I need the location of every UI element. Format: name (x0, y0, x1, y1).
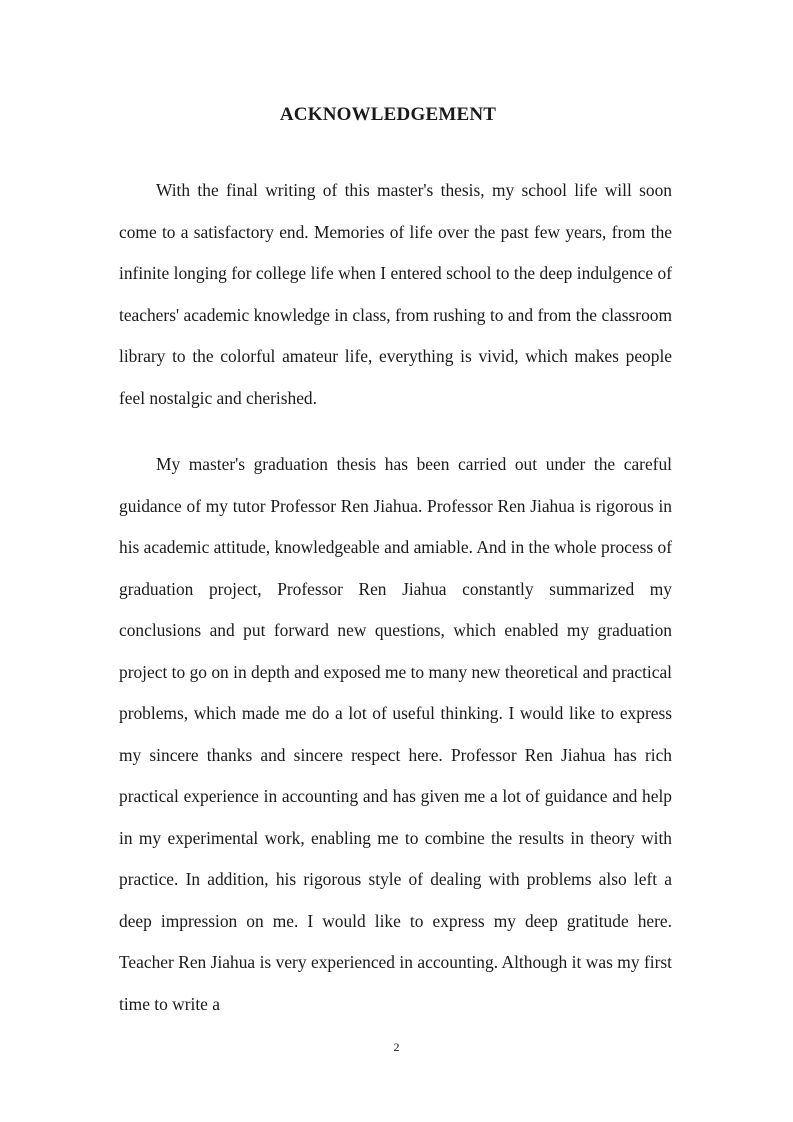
paragraph-tutor-thanks: My master's graduation thesis has been carried out under the careful guidance of my tutor Professor Ren Jiahua. Professor Ren Jiahua is rigorous in his academic attitude, knowledgeable and amiable. And in the whole process of graduation project, Professor Ren Jiahua constantly summarized my conclusions and put forward new questions, which enabled my graduation project to go on in depth and exposed me to many new theoretical and practical problems, which made me do a lot of useful thinking. I would like to express my sincere thanks and sincere respect here. Professor Ren Jiahua has rich practical experience in accounting and has given me a lot of guidance and help in my experimental work, enabling me to combine the results in theory with practice. In addition, his rigorous style of dealing with problems also left a deep impression on me. I would like to express my deep gratitude here. Teacher Ren Jiahua is very experienced in accounting. Although it was my first time to write a (119, 454, 672, 1014)
paragraph-memories: With the final writing of this master's thesis, my school life will soon come to a satisfactory end. Memories of life over the past few years, from the infinite longing for college life when I entered school to the deep indulgence of teachers' academic knowledge in class, from rushing to and from the classroom library to the colorful amateur life, everything is vivid, which makes people feel nostalgic and cherished. (119, 180, 672, 408)
page-title: ACKNOWLEDGEMENT (279, 104, 497, 125)
page-number: 2 (393, 1040, 400, 1054)
